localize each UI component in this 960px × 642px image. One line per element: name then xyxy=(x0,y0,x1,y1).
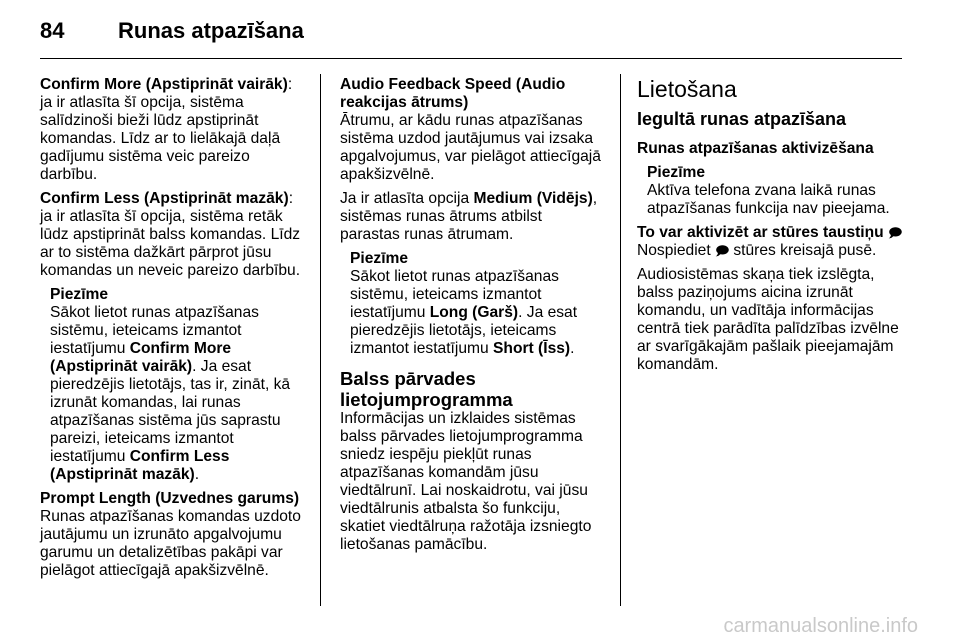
note-title: Piezīme xyxy=(647,164,706,181)
note-bold: Short (Īss) xyxy=(493,340,571,357)
page-header xyxy=(40,18,304,50)
prompt-length-paragraph xyxy=(40,490,306,580)
activation-heading: Runas atpazīšanas aktivizēšana xyxy=(637,140,874,157)
prompt-length-term: Prompt Length (Uzvednes garums) xyxy=(40,490,300,507)
note-title: Piezīme xyxy=(50,286,109,303)
audio-muted-paragraph: Audiosistēmas skaņa tiek izslēgta, balss paziņojums aicina izrunāt komandu, un vadītāja informācijas centrā tiek parādīta palīdzības izvēlne ar svarīgākajām pašlaik pieejamajām komandām. xyxy=(637,266,899,373)
confirm-more-paragraph xyxy=(40,76,306,184)
press-text: Nospiediet xyxy=(637,242,716,259)
note-text: Sākot lietot runas atpazīšanas sistēmu, ieteicams izmantot iestatījumu xyxy=(350,268,559,321)
column-2 xyxy=(340,76,605,560)
chapter-title: Runas atpazīšana xyxy=(118,18,304,43)
watermark: carmanualsonline.info xyxy=(723,615,918,637)
subsection-title: Iegultā runas atpazīšana xyxy=(637,109,847,129)
audio-feedback-text: Ātrumu, ar kādu runas atpazīšanas sistēma uzdod jautājumus vai izsaka apgalvojumus, var pielāgot attiecīgajā apakšizvēlnē. xyxy=(340,112,601,183)
section-title: Lietošana xyxy=(637,76,737,102)
note-box-3 xyxy=(647,164,905,218)
audio-feedback-paragraph xyxy=(340,76,605,184)
steering-key-paragraph xyxy=(637,224,905,242)
confirm-more-term: Confirm More (Apstiprināt vairāk) xyxy=(40,76,288,93)
confirm-less-term: Confirm Less (Apstiprināt mazāk) xyxy=(40,190,289,207)
column-1 xyxy=(40,76,306,586)
column-divider-1 xyxy=(320,74,321,606)
note-box-2 xyxy=(350,250,605,358)
note-text: . Ja esat pieredzējis lietotājs, tas ir, zināt, kā izrunāt komandas, lai runas atpazīšanas sistēma jūs saprastu pareizi, ieteicams izmantot iestatījumu xyxy=(50,358,291,465)
header-rule xyxy=(40,58,902,59)
note-bold: Confirm More (Apstiprināt vairāk) xyxy=(50,340,232,375)
audio-feedback-term: Audio Feedback Speed (Audio reakcijas ātrums) xyxy=(340,76,566,111)
voice-control-steering-icon: 🗩 xyxy=(715,243,730,258)
medium-text: Ja ir atlasīta opcija xyxy=(340,190,474,207)
confirm-less-text: : ja ir atlasīta šī opcija, sistēma retāk lūdz apstiprināt balss komandas. Līdz ar to sistēma dažkārt pārprot jūsu komandas un neveic pareizo darbību. xyxy=(40,190,301,279)
medium-term: Medium (Vidējs) xyxy=(473,190,593,207)
steering-key-heading: To var aktivizēt ar stūres taustiņu xyxy=(637,224,889,241)
note-text: . xyxy=(194,466,200,483)
voice-control-steering-icon: 🗩 xyxy=(888,225,903,240)
note-text: Aktīva telefona zvana laikā runas atpazīšanas funkcija nav pieejama. xyxy=(647,182,890,217)
note-text: . xyxy=(570,340,575,357)
note-title: Piezīme xyxy=(350,250,409,267)
note-box-1 xyxy=(50,286,306,484)
page-number: 84 xyxy=(40,18,65,43)
note-bold: Long (Garš) xyxy=(429,304,519,321)
prompt-length-text: Runas atpazīšanas komandas uzdoto jautājumu un izrunāto apgalvojumu garumu un detalizētības pakāpi var pielāgot attiecīgajā apakšizvēlnē. xyxy=(40,508,301,579)
column-divider-2 xyxy=(620,74,621,606)
medium-paragraph xyxy=(340,190,605,244)
voice-passthrough-heading: Balss pārvades lietojumprogramma xyxy=(340,368,513,410)
confirm-less-paragraph xyxy=(40,190,306,280)
press-text: stūres kreisajā pusē. xyxy=(729,242,877,259)
note-text: Sākot lietot runas atpazīšanas sistēmu, ieteicams izmantot iestatījumu xyxy=(50,304,259,357)
note-text: . Ja esat pieredzējis lietotājs, ieteicams izmantot iestatījumu xyxy=(350,304,578,357)
note-bold: Confirm Less (Apstiprināt mazāk) xyxy=(50,448,230,483)
column-3 xyxy=(637,76,905,380)
confirm-more-text: : ja ir atlasīta šī opcija, sistēma salīdzinoši bieži lūdz apstiprināt komandas. Līdz ar to lielākajā daļā gadījumu sistēma veic pareizo darbību. xyxy=(40,76,293,183)
medium-text: , sistēmas runas ātrums atbilst parastas runas ātrumam. xyxy=(340,190,598,243)
press-paragraph xyxy=(637,242,905,260)
voice-passthrough-paragraph: Informācijas un izklaides sistēmas balss pārvades lietojumprogramma sniedz iespēju piekļūt runas atpazīšanas komandām jūsu viedtālrunī. Lai noskaidrotu, vai jūsu viedtālrunis atbalsta šo funkciju, skatiet viedtālruņa ražotāja izsniegto lietošanas pamācību. xyxy=(340,410,592,553)
